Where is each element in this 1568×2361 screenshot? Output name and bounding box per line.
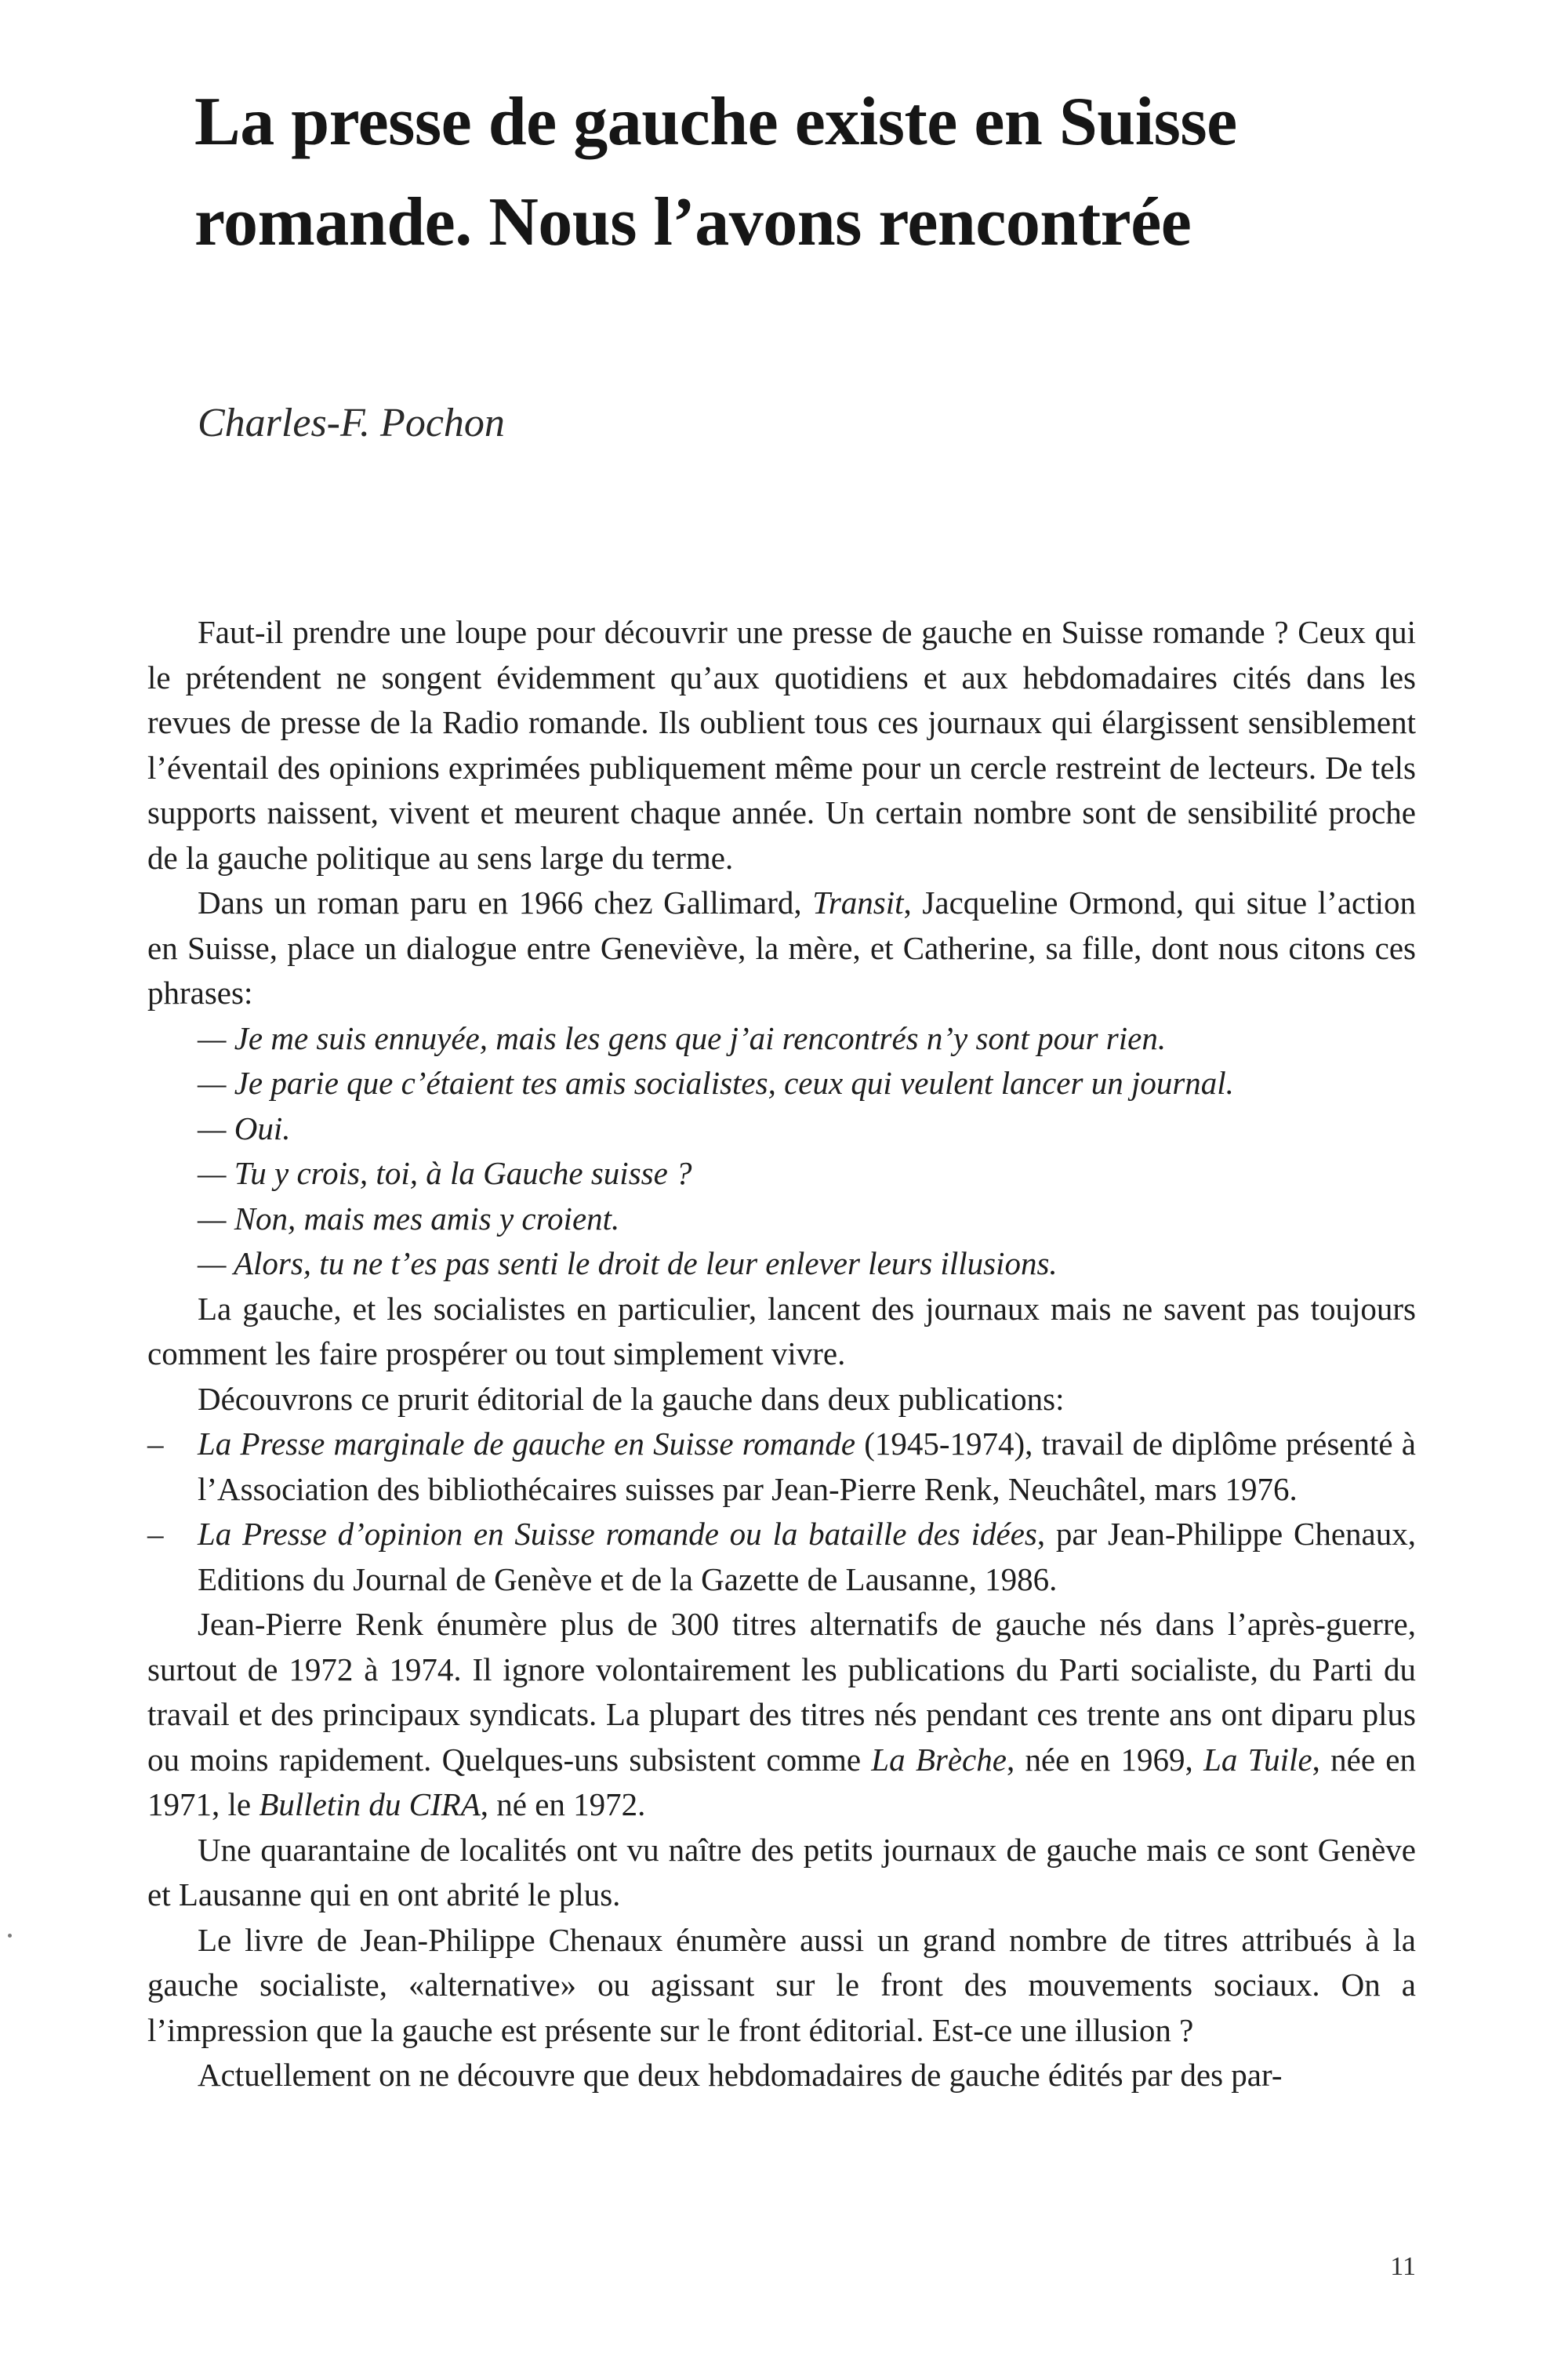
dialogue-line: — Non, mais mes amis y croient. bbox=[198, 1200, 620, 1237]
title-la-breche: La Brèche bbox=[871, 1741, 1007, 1778]
dialogue-line: — Alors, tu ne t’es pas senti le droit de leur enlever leurs illusions. bbox=[198, 1245, 1058, 1281]
dialogue-quote bbox=[147, 1016, 1416, 1287]
paragraph-renk-text: , née en 1971, le bbox=[147, 1741, 1416, 1822]
paragraph-renk bbox=[147, 1602, 1416, 1828]
page-number: 11 bbox=[1390, 2252, 1416, 2281]
publication-title: La Presse marginale de gauche en Suisse romande bbox=[198, 1426, 856, 1462]
paragraph-intro: Faut-il prendre une loupe pour découvrir une presse de gauche en Suisse romande ? Ceux qui le prétendent ne songent évidemment qu’aux quotidiens et aux hebdomadaires cités dans les revues de presse de la Radio romande. Ils oublient tous ces journaux qui élargissent sensiblement l’éventail des opinions exprimées publiquement même pour un cercle restreint de lecteurs. De tels supports naissent, vivent et meurent chaque année. Un certain nombre sont de sensibilité proche de la gauche politique au sens large du terme. bbox=[147, 614, 1416, 876]
scan-speck bbox=[8, 1934, 12, 1938]
paragraph-publications-intro: Découvrons ce prurit éditorial de la gauche dans deux publications: bbox=[198, 1380, 1065, 1417]
dialogue-line: — Tu y crois, toi, à la Gauche suisse ? bbox=[198, 1155, 692, 1191]
publication-title: La Presse d’opinion en Suisse romande ou la bataille des idées bbox=[198, 1516, 1037, 1552]
title-bulletin-cira: Bulletin du CIRA bbox=[259, 1786, 481, 1822]
paragraph-weeklies: Actuellement on ne découvre que deux hebdomadaires de gauche édités par des par- bbox=[198, 2057, 1283, 2093]
paragraph-renk-text: , née en 1969, bbox=[1006, 1741, 1204, 1778]
publication-details: (1945-1974), travail de diplôme présenté à l’Association des bibliothécaires suisses par Jean-Pierre Renk, Neuchâtel, mars 1976. bbox=[198, 1426, 1416, 1507]
paragraph-novel-text-after: , Jacqueline Ormond, qui situe l’action en Suisse, place un dialogue entre Geneviève, la mère, et Catherine, sa fille, dont nous citons ces phrases: bbox=[147, 884, 1416, 1011]
paragraph-renk-text: , né en 1972. bbox=[480, 1786, 646, 1822]
paragraph-localities: Une quarantaine de localités ont vu naître des petits journaux de gauche mais ce sont Genève et Lausanne qui en ont abrité le plus. bbox=[147, 1831, 1416, 1912]
novel-title: Transit bbox=[812, 884, 904, 921]
dialogue-line: — Oui. bbox=[198, 1110, 291, 1146]
paragraph-novel-text-before: Dans un roman paru en 1966 chez Gallimard, bbox=[198, 884, 813, 921]
publication-item bbox=[147, 1422, 1416, 1512]
article-title: La presse de gauche existe en Suisse romande. Nous l’avons rencontrée bbox=[194, 84, 1237, 260]
article-author: Charles-F. Pochon bbox=[198, 401, 505, 445]
dialogue-line: — Je parie que c’étaient tes amis socialistes, ceux qui veulent lancer un journal. bbox=[198, 1065, 1234, 1101]
list-dash: – bbox=[147, 1516, 164, 1552]
list-dash: – bbox=[147, 1426, 164, 1462]
dialogue-line: — Je me suis ennuyée, mais les gens que j’ai rencontrés n’y sont pour rien. bbox=[198, 1019, 1167, 1056]
paragraph-left-newspapers: La gauche, et les socialistes en particulier, lancent des journaux mais ne savent pas toujours comment les faire prospérer ou tout simplement vivre. bbox=[147, 1290, 1416, 1371]
publication-details: , par Jean-Philippe Chenaux, Editions du Journal de Genève et de la Gazette de Lausanne, 1986. bbox=[198, 1516, 1416, 1597]
title-la-tuile: La Tuile bbox=[1203, 1741, 1312, 1778]
publication-list bbox=[147, 1422, 1416, 1602]
paragraph-renk-text: Jean-Pierre Renk énumère plus de 300 titres alternatifs de gauche nés dans l’après-guerre, surtout de 1972 à 1974. Il ignore volontairement les publications du Parti socialiste, du Parti du travail et des principaux syndicats. La plupart des titres nés pendant ces trente ans ont diparu plus ou moins rapidement. Quelques-uns subsistent comme bbox=[147, 1606, 1416, 1778]
paragraph-chenaux: Le livre de Jean-Philippe Chenaux énumère aussi un grand nombre de titres attribués à la gauche socialiste, «alternative» ou agissant sur le front des mouvements sociaux. On a l’impression que la gauche est présente sur le front éditorial. Est-ce une illusion ? bbox=[147, 1921, 1416, 2048]
publication-item bbox=[147, 1512, 1416, 1602]
article-body bbox=[147, 610, 1416, 2098]
paragraph-novel bbox=[147, 881, 1416, 1016]
